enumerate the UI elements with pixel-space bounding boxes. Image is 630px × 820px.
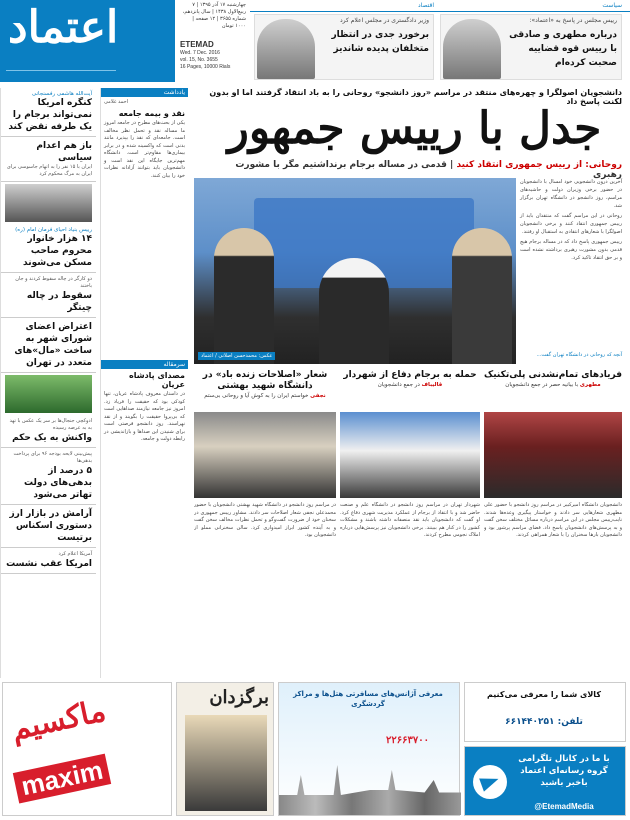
editorial-header: سرمقاله [101, 360, 188, 369]
telegram-icon [473, 765, 507, 799]
teaser-title: برخورد جدی در انتظار متخلفان پدیده شاندیز [331, 30, 429, 54]
telegram-handle: @EtemadMedia [534, 802, 594, 811]
travel-headline: معرفی آژانس‌های مسافرتی هتل‌ها و مراکز گردشگری [293, 690, 443, 708]
section-politics: سیاست [602, 2, 622, 9]
sidebar-kicker: آیت‌الله هاشمی رفسنجانی [31, 91, 92, 97]
magazine-cover [185, 715, 267, 811]
ad-travel[interactable] [278, 682, 460, 816]
sidebar-item[interactable] [1, 505, 96, 548]
sidebar-desc: آمریکا اعلام کرد [58, 551, 92, 557]
teaser-photo [443, 19, 501, 79]
name-en: ETEMAD [180, 40, 214, 49]
sidebar-photo [5, 375, 92, 413]
subhead-prefix: روحانی: از رییس جمهوری انتقاد کنید [456, 160, 622, 170]
sidebar-desc: پیش‌بینی لایحه بودجه ۹۶ برای پرداخت بدهی‌ها [13, 451, 92, 464]
subhead-rest: | قدمی در مساله برجام برنداشتیم مگر با مشورت رهبری [235, 160, 622, 180]
sidebar-photo [5, 184, 92, 222]
story-subtitle-name: نجفی [310, 393, 326, 399]
story-subtitle-text: خواستم ایران را به کوش آیا و روحانی بی‌ستم [204, 393, 309, 399]
section-economy: اقتصاد [417, 2, 434, 9]
lead-column [520, 178, 622, 373]
skyline-image [279, 765, 461, 815]
sidebar-item[interactable] [1, 318, 96, 373]
logo-rule [6, 70, 116, 80]
sidebar-item[interactable] [1, 137, 96, 182]
photo-person-center [319, 258, 389, 364]
story-body: دانشجویان دانشگاه امیرکبیر در مراسم روز دانشجو با حضور علی مطهری شعارهایی سر دادند و خواستار پیگیری وعده‌ها شدند. نایب‌رییس مجلس در این مراسم درباره مسائل مختلف سخن گفت و به پرسش‌های دانشجویان پاسخ داد. فضای مراسم پرشور بود و دانشجویان بارها سخنران را با شعار همراهی کردند. [484, 502, 622, 538]
sidebar-title: امریکا عقب نشست [6, 559, 92, 569]
lead-paragraph: رییس جمهوری پاسخ داد که در مساله برجام هیچ قدمی بدون مشورت رهبری برداشته نشده است و بر حق انتقاد تاکید کرد. [520, 239, 622, 261]
story-body: شهردار تهران در مراسم روز دانشجو در دانشگاه علم و صنعت حاضر شد و با انتقاد از برجام از عملکرد مدیریت شهری دفاع کرد. او گفت که دانشجویان باید نقد منصفانه داشته باشند و مشکلات کشور را در کنار هم ببینند. برخی دانشجویان نیز پرسش‌هایی درباره املاک نجومی مطرح کردند. [340, 502, 480, 538]
issue-date-fa: چهارشنبه ۱۷ آذر ۱۳۹۵ | ۷ ربیع‌الاول ۱۴۳۸ | سال پانزدهم، شماره ۳۶۵۵ | ۱۲ صفحه | ۱۰۰۰ تومان [182, 2, 246, 29]
sidebar-title: کنگره امریکا نمی‌تواند برجام را یک طرفه نقض کند [8, 98, 92, 132]
maxim-brand-fa: ماکسیم [8, 693, 109, 748]
sidebar-item[interactable] [1, 548, 96, 574]
story-subtitle-name: قالیباف [421, 382, 443, 388]
sidebar-title: باز هم اعدام سیاسی [36, 141, 92, 163]
newspaper-logo: اعتماد [8, 2, 119, 53]
teaser-economy[interactable] [254, 14, 434, 80]
ad-product[interactable] [464, 682, 626, 742]
teaser-politics[interactable] [440, 14, 622, 80]
story-body: در مراسم روز دانشجو در دانشگاه شهید بهشتی دانشجویان با حضور محمدعلی نجفی شعار اصلاحات سر دادند. مشاور رییس جمهوری در سخنان خود از ضرورت گفت‌وگو و تحمل نظرات مخالف سخن گفت و به آینده کشور ابراز امیدواری کرد. سالن سخنرانی مملو از دانشجویان بود. [194, 502, 336, 538]
main-subhead [207, 160, 622, 180]
product-ad-phone: تلفن: ۶۶۱۴۴۰۲۵۱ [505, 717, 583, 727]
left-sidebar [0, 88, 96, 678]
issue-info [178, 0, 248, 82]
photo-person-right [452, 228, 512, 364]
ad-maxim[interactable] [2, 682, 172, 816]
sidebar-title: سقوط در چاله چیتگر [26, 291, 92, 313]
magazine-title: برگزدان [209, 687, 269, 708]
ad-telegram[interactable] [464, 746, 626, 816]
story-polytechnic[interactable] [484, 370, 622, 396]
story-title: حمله به برجام دفاع از شهردار [343, 370, 477, 380]
notes-title[interactable]: نقد و بیمه جامعه [118, 109, 185, 118]
travel-phone: ۲۲۶۶۳۷۰۰ [386, 735, 429, 746]
ads-strip [0, 682, 630, 820]
sidebar-title: ۵ درصد از بدهی‌های دولت تهاتر می‌شود [23, 466, 92, 500]
sidebar-title: واکنش به یک حکم [12, 433, 92, 443]
notes-author: احمد غلامی [104, 99, 129, 105]
story-subtitle [340, 381, 480, 389]
sidebar-item[interactable] [1, 448, 96, 505]
telegram-ad-title: با ما در کانال تلگرامی گروه رسانه‌ای اعتماد باخبر باشید [518, 754, 610, 788]
story-photo-beheshti [194, 412, 336, 498]
main-headline[interactable]: جدل با رییس جمهور [227, 103, 602, 154]
masthead [0, 0, 175, 82]
ad-magazine[interactable] [176, 682, 274, 816]
story-subtitle [194, 392, 336, 400]
product-ad-title: کالای شما را معرفی می‌کنیم [487, 690, 601, 699]
top-rule [250, 0, 630, 12]
story-subtitle [484, 381, 622, 389]
sidebar-desc: دو کارگر در چاله سقوط کردند و جان باختند [15, 276, 92, 289]
date-en: Wed. 7 Dec. 2016 [180, 50, 220, 56]
teaser-kicker: رییس مجلس در پاسخ به «اعتماد»: [529, 17, 617, 24]
sidebar-desc: ایران با ۱۵ نفر را به اتهام جاسوسی برای ایران به مرگ محکوم کرد [6, 164, 92, 177]
sidebar-kicker: رییس بنیاد احیای فرمان امام (ره) [15, 227, 92, 233]
story-subtitle-text: با بیانیه حصر در جمع دانشجویان [505, 382, 579, 388]
lead-caption: آنچه که روحانی در دانشگاه تهران گفت... [536, 352, 622, 358]
teaser-kicker: وزیر دادگستری در مجلس اعلام کرد [339, 17, 429, 24]
story-photo-barjam [340, 412, 480, 498]
story-barjam[interactable] [340, 370, 480, 396]
sidebar-item[interactable] [1, 415, 96, 448]
story-title: شعار «اصلاحات زنده باد» در دانشگاه شهید بهشتی [202, 370, 328, 391]
story-beheshti[interactable] [194, 370, 336, 399]
notes-body: یکی از بحث‌های مطرح در جامعه امروز ما مساله نقد و تحمل نظر مخالف است. جامعه‌ای که نقد را بپذیرد مانند بدنی است که واکسینه شده و در برابر بیماری‌ها مقاوم‌تر است. دانشگاه مهم‌ترین جایگاه این نقد است و دانشجویان باید بتوانند آزادانه نظرات خود را بیان کنند. [104, 120, 185, 179]
photo-credit: عکس: محمدحسن اصلانی / اعتماد [198, 352, 275, 360]
story-subtitle-name: مطهری [579, 382, 601, 388]
lead-paragraph: آخرین درون دانشجویی خود امسال با دانشجویان در حضور برخی وزیران دولت و حاشیه‌های مراسم، روز دانشجو در دانشگاه تهران برگزار شد. [520, 179, 622, 209]
sidebar-title: اعتراض اعضای شورای شهر به ساخت «مال»های متعدد در تهران [14, 322, 92, 368]
main-photo[interactable] [194, 178, 516, 364]
sidebar-item[interactable] [1, 88, 96, 137]
sidebar-item[interactable] [1, 224, 96, 273]
photo-person-left [214, 228, 274, 364]
lead-paragraph: روحانی در این مراسم گفت که منتقدان باید از رییس جمهوری انتقاد کنند و برخی دانشجویان اصولگرا با شعارهای انتقادی به استقبال او رفتند. [520, 213, 622, 235]
teaser-photo [257, 19, 315, 79]
story-photo-polytechnic [484, 412, 622, 498]
sidebar-title: ۱۴ هزار خانوار محروم صاحب مسکن می‌شوند [23, 234, 92, 268]
teaser-title: درباره مطهری و صادقی با رییس قوه قضاییه صحبت کرده‌ام [509, 30, 617, 68]
sidebar-title: آرامش در بازار ارز دستوری اسکناس برتیست [9, 509, 92, 543]
notes-header: یادداشت [101, 88, 188, 97]
story-subtitle-text: در جمع دانشجویان [377, 382, 420, 388]
sidebar-item[interactable] [1, 273, 96, 318]
story-title: فریادهای تمام‌نشدنی پلی‌تکنیک [484, 370, 622, 380]
notes-column [100, 88, 188, 678]
sidebar-desc: ادوکچی جنجال‌ها بر سر یک عکس با تهد به به عرصه رسیده [9, 418, 92, 431]
main-superhead: دانشجویان اصولگرا و چهره‌های منتقد در مراسم «روز دانشجو» روحانی را به باد انتقاد گرفتند اما او بدون لکنت پاسخ داد [209, 88, 622, 106]
editorial-body: در داستان معروف پادشاه عریان، تنها کودکی بود که حقیقت را فریاد زد. امروز نیز جامعه نیازمند صداهایی است که بی‌پروا حقیقت را بگویند و از نقد نهراسند. روز دانشجو فرصتی است برای شنیدن این صداها و بازاندیشی در رابطه دولت و جامعه. [104, 391, 185, 442]
issue-en: vol. 15, No. 3655 [180, 57, 218, 63]
editorial-title[interactable]: مصدای پادشاه عریان [128, 371, 185, 389]
maxim-brand-en: maxim [13, 754, 112, 804]
pages-en: 16 Pages, 10000 Rials [180, 64, 231, 70]
